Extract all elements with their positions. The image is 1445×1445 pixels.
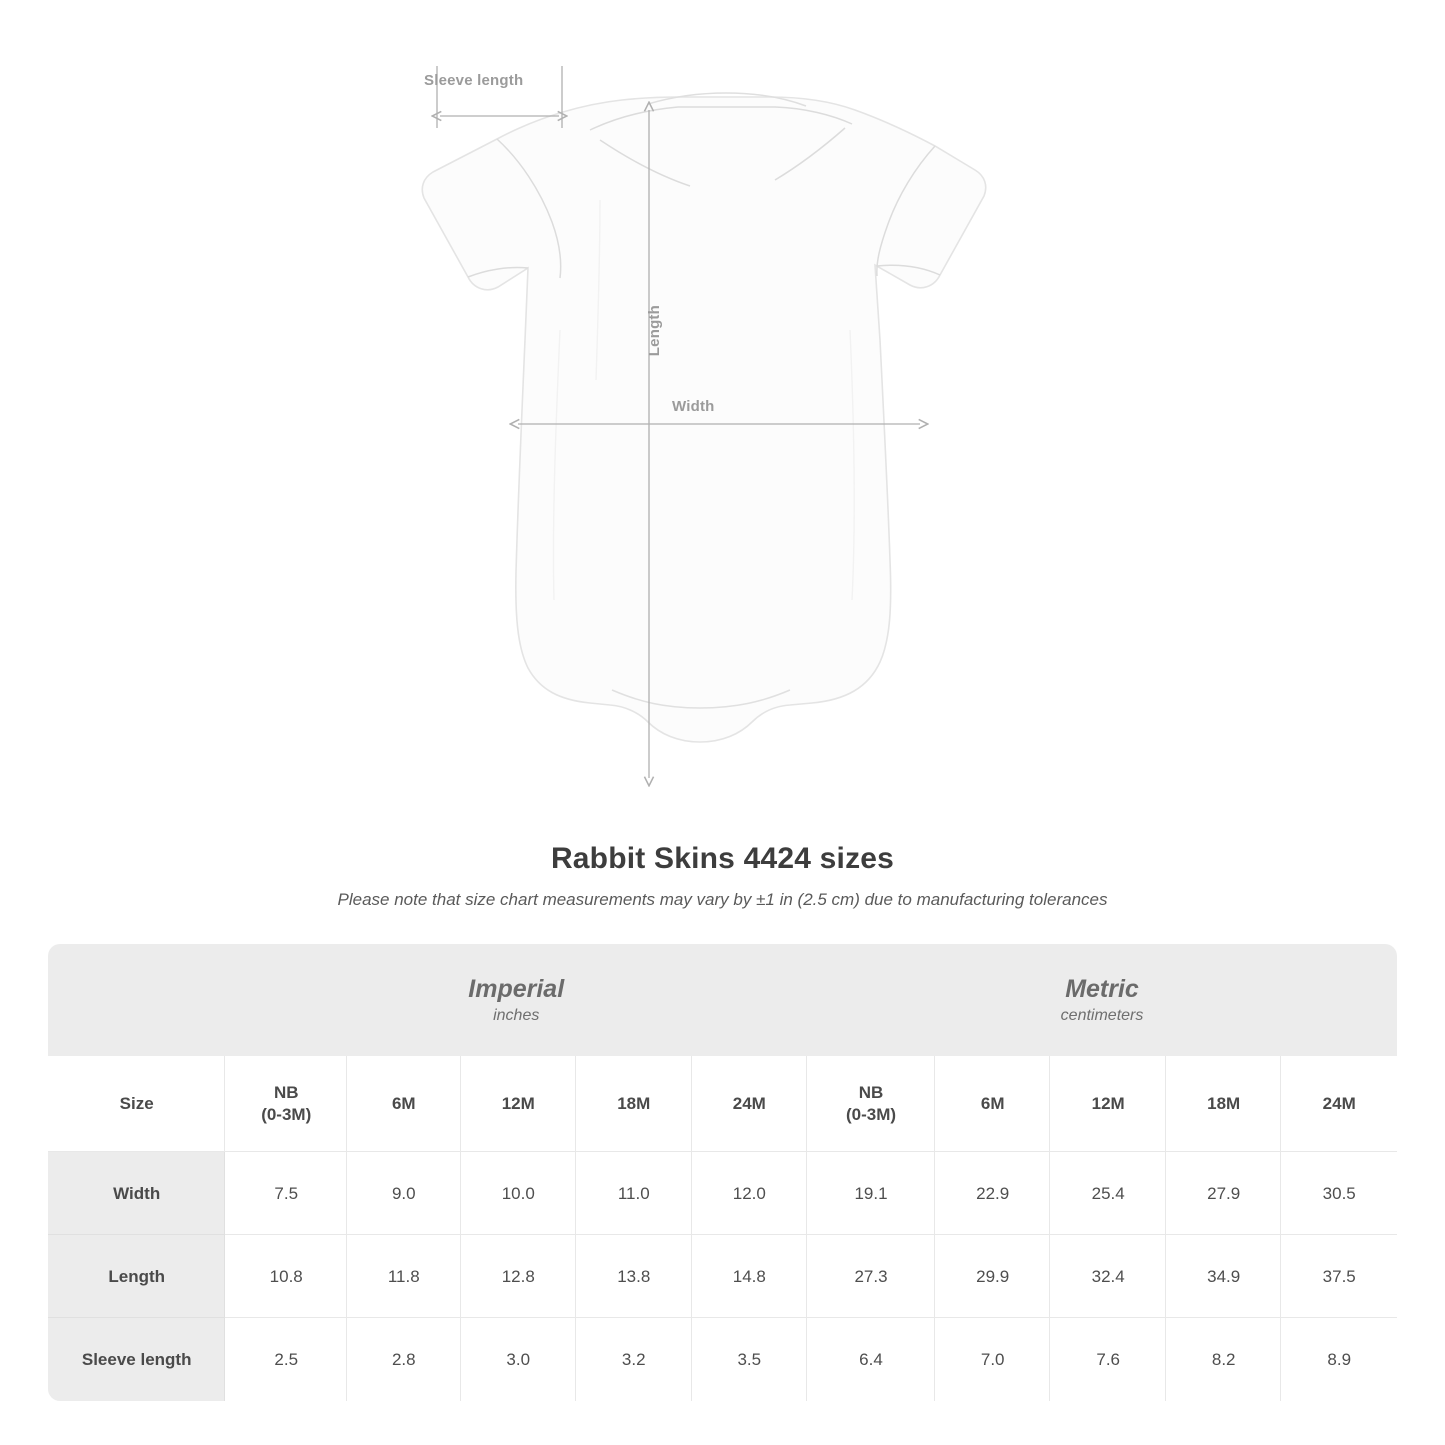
cell-length-8: 34.9 [1166,1235,1282,1318]
size-chart-table [48,944,1397,1401]
cell-width-2: 10.0 [461,1152,577,1235]
header-col-5-line1: NB [858,1083,884,1102]
cell-width-6: 22.9 [935,1152,1051,1235]
cell-sleeve-2: 3.0 [461,1318,577,1401]
row-label-sleeve-length: Sleeve length [48,1318,225,1401]
sleeve-length-label: Sleeve length [424,72,524,89]
unit-group-metric [807,944,1397,1056]
table-row [48,1235,1397,1318]
page-title: Rabbit Skins 4424 sizes [550,842,895,875]
cell-sleeve-5: 6.4 [807,1318,935,1401]
cell-width-8: 27.9 [1166,1152,1282,1235]
tolerance-note: Please note that size chart measurements may vary by ±1 in (2.5 cm) due to manufacturing tolerances [337,890,1108,909]
header-col-1: 6M [347,1056,460,1152]
unit-header-row [48,944,1397,1056]
cell-width-5: 19.1 [807,1152,935,1235]
header-col-6: 6M [935,1056,1051,1152]
cell-length-9: 37.5 [1281,1235,1397,1318]
cell-sleeve-3: 3.2 [576,1318,692,1401]
header-size: Size [48,1056,225,1152]
header-col-5-line2: (0-3M) [845,1105,897,1124]
cell-sleeve-9: 8.9 [1281,1318,1397,1401]
cell-sleeve-6: 7.0 [935,1318,1051,1401]
cell-width-0: 7.5 [225,1152,347,1235]
table-row [48,1152,1397,1235]
cell-sleeve-1: 2.8 [347,1318,460,1401]
header-col-0-line1: NB [273,1083,299,1102]
length-label: Length [646,305,663,357]
cell-sleeve-4: 3.5 [692,1318,808,1401]
cell-length-6: 29.9 [935,1235,1051,1318]
cell-length-7: 32.4 [1050,1235,1166,1318]
unit-name-metric: Metric [1065,974,1139,1003]
width-label: Width [672,398,715,415]
cell-width-9: 30.5 [1281,1152,1397,1235]
table-corner-cell [48,944,225,1056]
header-col-7: 12M [1050,1056,1166,1152]
cell-sleeve-7: 7.6 [1050,1318,1166,1401]
cell-length-4: 14.8 [692,1235,808,1318]
header-col-4: 24M [692,1056,808,1152]
header-col-0-line2: (0-3M) [261,1105,312,1124]
size-chart-table-wrap [48,944,1397,1401]
cell-length-2: 12.8 [461,1235,577,1318]
cell-width-4: 12.0 [692,1152,808,1235]
cell-width-3: 11.0 [576,1152,692,1235]
header-col-0 [225,1056,347,1152]
cell-length-0: 10.8 [225,1235,347,1318]
header-col-5 [807,1056,935,1152]
cell-width-7: 25.4 [1050,1152,1166,1235]
unit-sub-imperial: inches [493,1007,540,1025]
header-col-3: 18M [576,1056,692,1152]
title-block [0,842,1445,910]
column-header-row [48,1056,1397,1152]
unit-group-imperial [225,944,807,1056]
header-col-2: 12M [461,1056,577,1152]
row-label-width: Width [48,1152,225,1235]
cell-sleeve-0: 2.5 [225,1318,347,1401]
cell-length-3: 13.8 [576,1235,692,1318]
cell-sleeve-8: 8.2 [1166,1318,1282,1401]
row-label-length: Length [48,1235,225,1318]
cell-length-1: 11.8 [347,1235,460,1318]
cell-width-1: 9.0 [347,1152,460,1235]
unit-sub-metric: centimeters [1060,1007,1144,1025]
table-row [48,1318,1397,1401]
unit-name-imperial: Imperial [468,974,565,1003]
header-col-8: 18M [1166,1056,1282,1152]
cell-length-5: 27.3 [807,1235,935,1318]
header-col-9: 24M [1281,1056,1397,1152]
